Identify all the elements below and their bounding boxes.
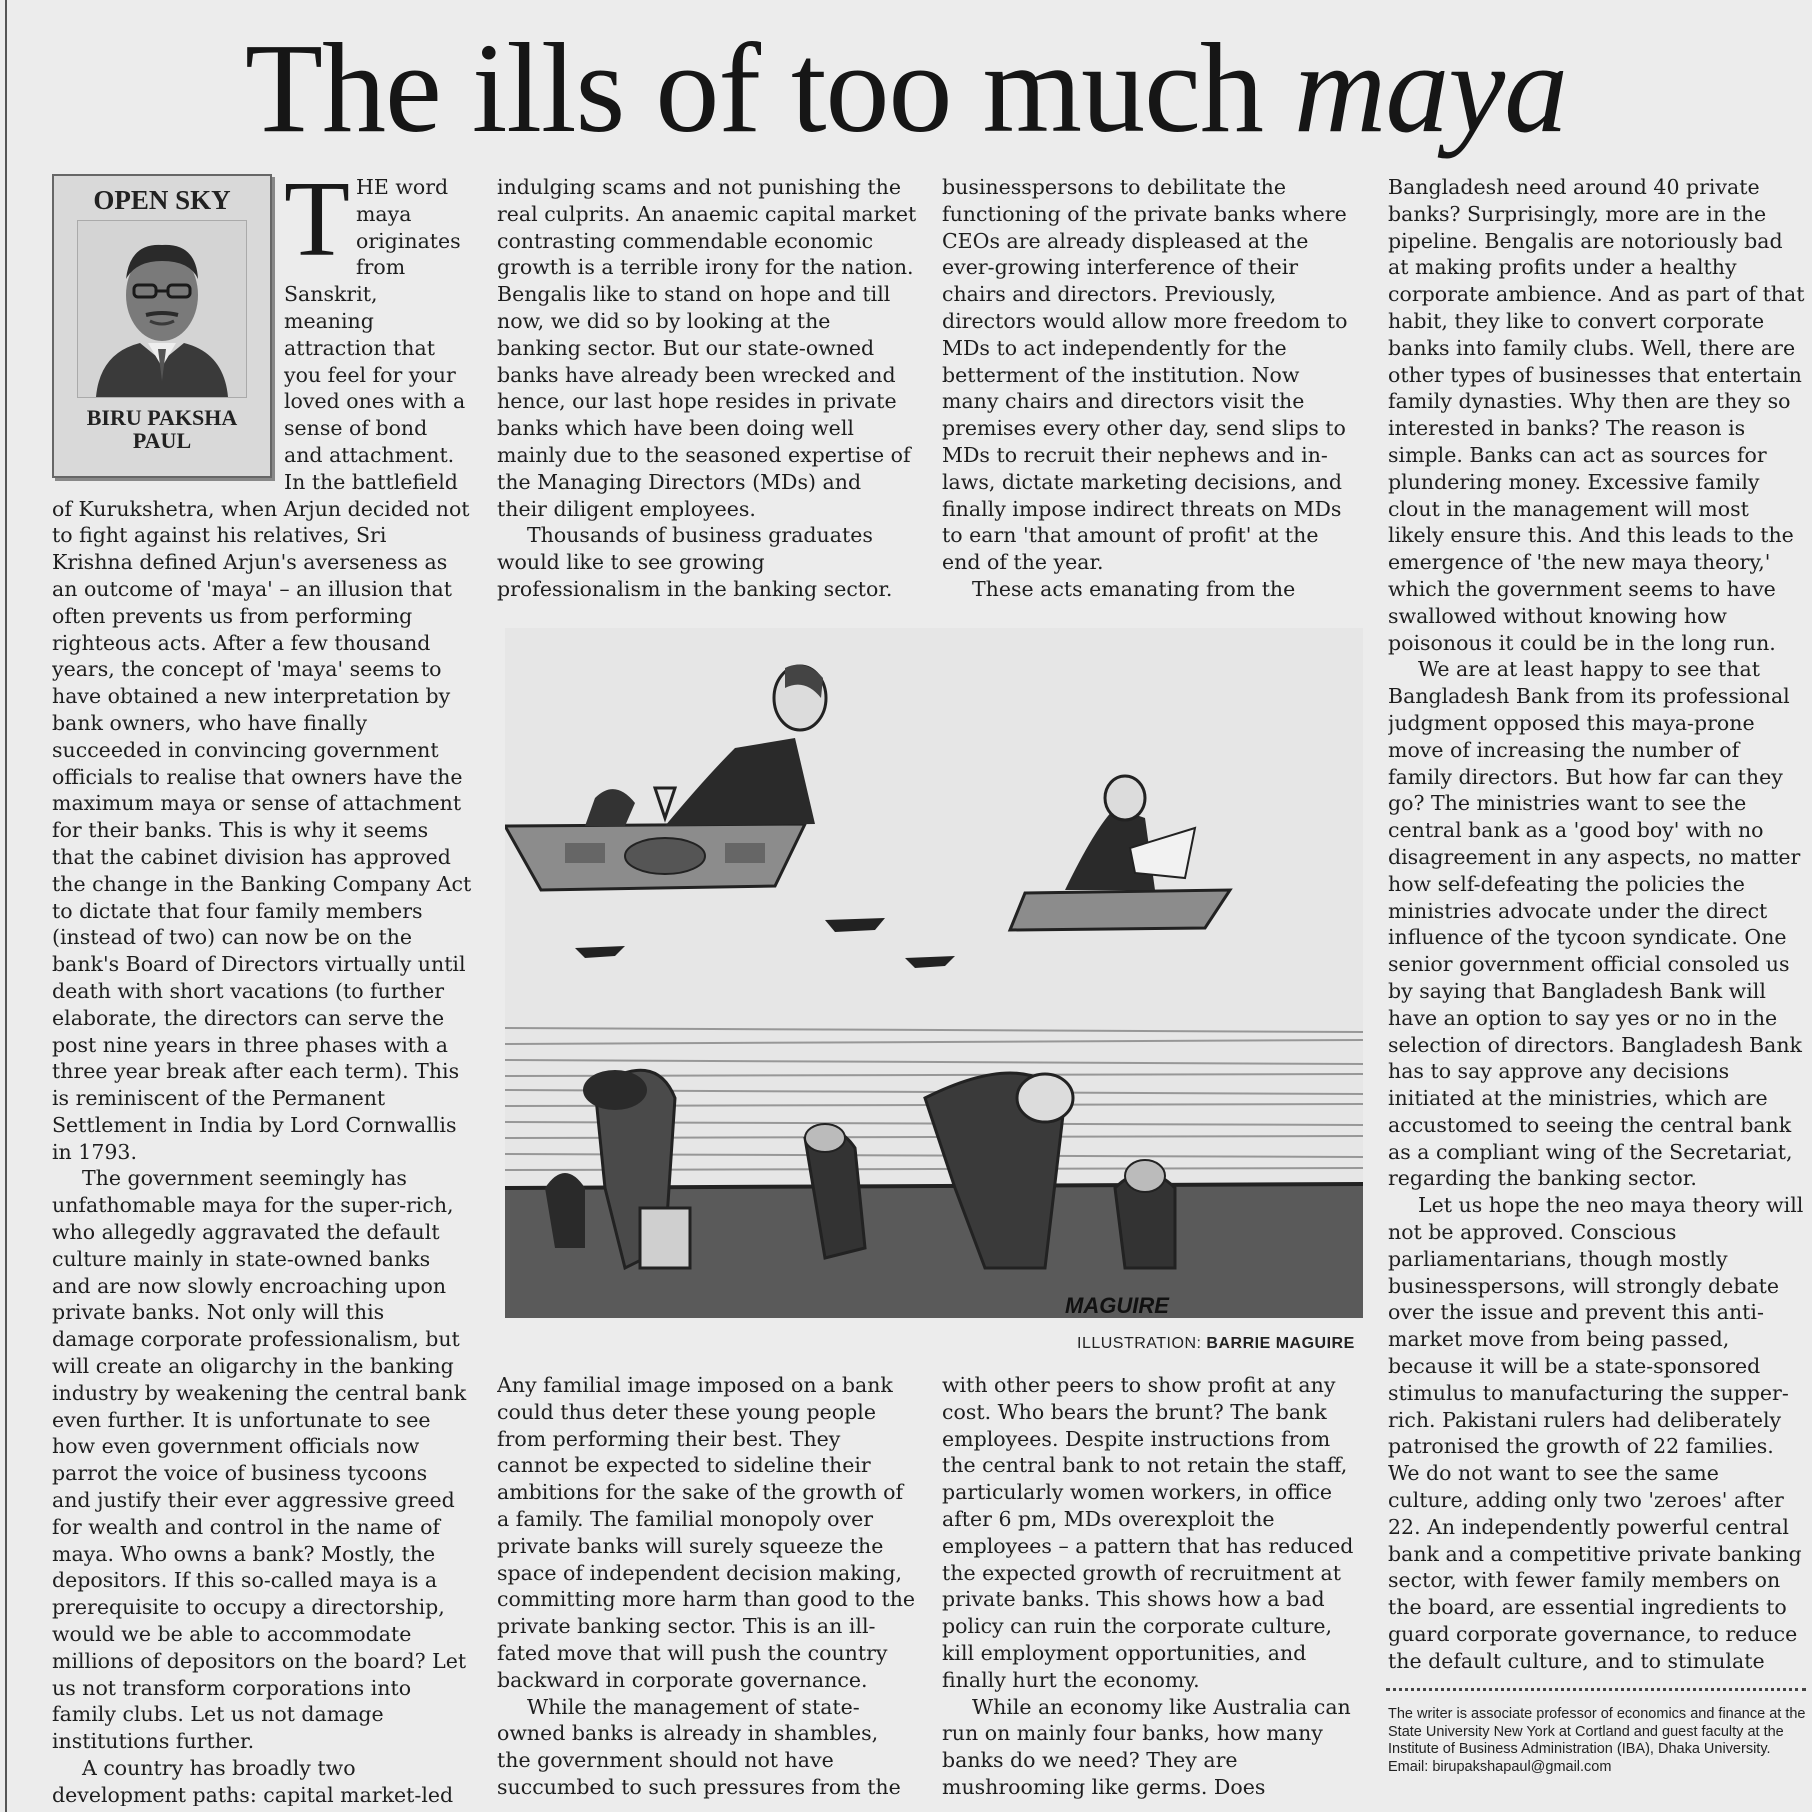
paragraph: These acts emanating from the	[972, 576, 1296, 601]
paragraph: Thousands of business graduates would like to see growing professionalism in the banking sector.	[497, 523, 893, 601]
paragraph: We are at least happy to see that Bangladesh Bank from its professional judgment opposed this maya-prone move of increasing the number of family directors. But how far can they go? The ministries want to see the central bank as a 'good boy' with no disagreement in any aspects, no matter how self-defeating the policies the ministries advocate under the direct influence of the tycoon syndicate. One senior government official consoled us by saying that Bangladesh Bank will have an option to say yes or no in the selection of directors. Bangladesh Bank has to say approve any decisions initiated at the ministries, which are accustomed to seeing the central bank as a compliant wing of the Secretariat, regarding the banking sector.	[1388, 657, 1802, 1191]
paragraph: HE word maya originates from Sanskrit, meaning attraction that you feel for your loved ones with a sense of bond and attachment. In the battlefield of Kurukshetra, when Arjun decided not to fight against his relatives, Sri Krishna defined Arjun's averseness as an outcome of 'maya' – an illusion that often prevents us from performing righteous acts. After a few thousand years, the concept of 'maya' seems to have obtained a new interpretation by bank owners, who have finally succeeded in convincing government officials to realise that owners have the maximum maya or sense of attachment for their banks. This is why it seems that the cabinet division has approved the change in the Banking Company Act to dictate that four family members (instead of two) can now be on the bank's Board of Directors virtually until death with short vacations (to further elaborate, the directors can serve the post nine years in three phases with a three year break after each term). This is reminiscent of the Permanent Settlement in India by Lord Cornwallis in 1793.	[52, 175, 472, 1164]
article-column-3-top	[942, 174, 1362, 604]
paragraph: Let us hope the neo maya theory will not be approved. Conscious parliamentarians, though mostly businesspersons, will strongly debate over the issue and prevent this anti-market move from being passed, because it will be a state-sponsored stimulus to manufacturing the supper-rich. Pakistani rulers had deliberately patronised the growth of 22 families. We do not want to see the same culture, adding only two 'zeroes' after 22. An independently powerful central bank and a competitive private banking sector, with fewer family members on the board, are essential ingredients to guard corporate governance, to reduce the default culture, and to stimulate	[1388, 1193, 1804, 1673]
column-title: OPEN SKY	[93, 185, 231, 215]
paragraph: with other peers to show profit at any cost. Who bears the brunt? The bank employees. Despite instructions from the central bank to not retain the staff, particularly women workers, in office after 6 pm, MDs overexploit the employees – a pattern that has reduced the expected growth of recruitment at private banks. This shows how a bad policy can ruin the corporate culture, kill employment opportunities, and finally hurt the economy.	[942, 1373, 1354, 1692]
author-email: Email: birupakshapaul@gmail.com	[1388, 1758, 1612, 1775]
paragraph: While the management of state-owned banks is already in shambles, the government should not have succumbed to such pressures from the	[497, 1694, 901, 1799]
left-column-rule	[5, 0, 7, 1812]
headline: The ills of too much maya	[244, 17, 1568, 159]
cartoon-illustration	[505, 628, 1363, 1318]
article-column-4	[1388, 174, 1806, 1674]
author-photo	[77, 220, 247, 398]
drop-cap: T	[284, 174, 350, 279]
paragraph: Bangladesh need around 40 private banks? Surprisingly, more are in the pipeline. Bengalis are notoriously bad at making profits under a healthy corporate ambience. And as part of that habit, they like to convert corporate banks into family clubs. Well, there are other types of businesses that entertain family dynasties. Why then are they so interested in banks? The reason is simple. Banks can act as sources for plundering money. Excessive family clout in the management will most likely ensure this. And this leads to the emergence of 'the new maya theory,' which the government seems to have swallowed without knowing how poisonous it could be in the long run.	[1388, 175, 1805, 655]
author-name: BIRU PAKSHA PAUL	[86, 405, 238, 453]
paragraph: businesspersons to debilitate the functioning of the private banks where CEOs are already displeased at the ever-growing interference of their chairs and directors. Previously, directors would allow more freedom to MDs to act independently for the betterment of the institution. Now many chairs and directors visit the premises every other day, send slips to MDs to recruit their nephews and in-laws, dictate marketing decisions, and finally impose indirect threats on MDs to earn 'that amount of profit' at the end of the year.	[942, 175, 1348, 575]
footnote-divider	[1386, 1688, 1806, 1691]
paragraph: The government seemingly has unfathomable maya for the super-rich, who allegedly aggravated the default culture mainly in state-owned banks and are now slowly encroaching upon private banks. Not only will this damage corporate professionalism, but will create an oligarchy in the banking industry by weakening the central bank even further. It is unfortunate to see how even government officials now parrot the voice of business tycoons and justify their ever aggressive greed for wealth and control in the name of maya. Who owns a bank? Mostly, the depositors. If this so-called maya is a prerequisite to occupy a directorship, would we be able to accommodate millions of depositors on the board? Let us not transform corporations into family clubs. Let us not damage institutions further.	[52, 1166, 467, 1754]
illustration-credit: ILLUSTRATION: BARRIE MAGUIRE	[1077, 1335, 1355, 1352]
article-column-1	[52, 174, 472, 1806]
article-column-2-top	[497, 174, 917, 604]
paragraph: A country has broadly two development paths: capital market-led	[52, 1756, 454, 1806]
paragraph: indulging scams and not punishing the real culprits. An anaemic capital market contrasting commendable economic growth is a terrible irony for the nation. Bengalis like to stand on hope and till now, we did so by looking at the banking sector. But our state-owned banks have already been wrecked and hence, our last hope resides in private banks which have been doing well mainly due to the seasoned expertise of the Managing Directors (MDs) and their diligent employees.	[497, 175, 917, 521]
article-column-3-bottom	[942, 1372, 1362, 1806]
paragraph: Any familial image imposed on a bank could thus deter these young people from performing their best. They cannot be expected to sideline their ambitions for the sake of the growth of a family. The familial monopoly over private banks will surely squeeze the space of independent decision making, committing more harm than good to the private banking sector. This is an ill-fated move that will push the country backward in corporate governance.	[497, 1373, 916, 1692]
paragraph: While an economy like Australia can run on mainly four banks, how many banks do we need? They are mushrooming like germs. Does	[942, 1694, 1351, 1799]
author-bio: The writer is associate professor of economics and finance at the State University New York at Cortland and guest faculty at the Institute of Business Administration (IBA), Dhaka University.	[1388, 1706, 1806, 1757]
article-column-2-bottom	[497, 1372, 917, 1806]
illustrator-signature: MAGUIRE	[1065, 1293, 1169, 1318]
open-sky-columnist-box	[52, 174, 272, 478]
author-footnote	[1388, 1706, 1808, 1776]
